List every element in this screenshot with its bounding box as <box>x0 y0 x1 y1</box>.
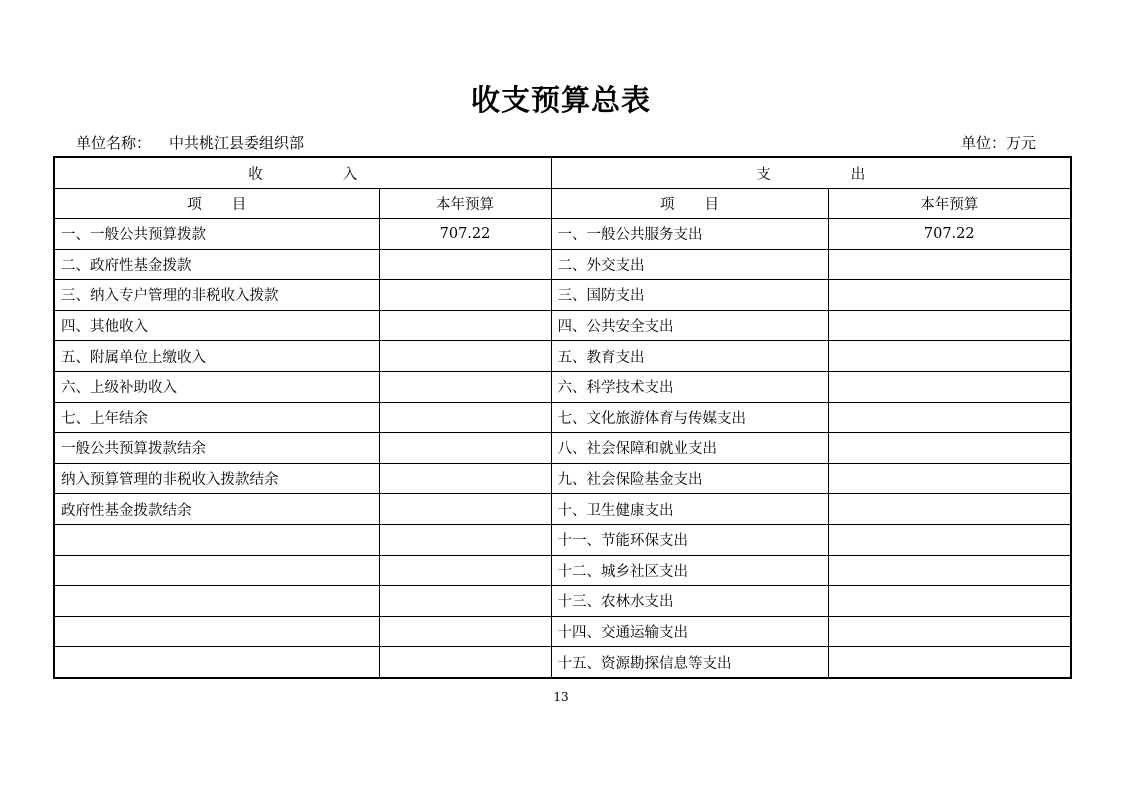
income-item-cell: 二、政府性基金拨款 <box>54 249 379 280</box>
page-number: 13 <box>553 690 569 704</box>
income-value-cell: 707.22 <box>379 219 551 250</box>
table-row <box>54 586 1071 617</box>
income-item-cell <box>54 586 379 617</box>
income-value-cell <box>379 341 551 372</box>
expense-item-cell: 十四、交通运输支出 <box>551 616 828 647</box>
table-row <box>54 647 1071 678</box>
income-item-header: 项 目 <box>54 189 379 219</box>
expense-value-cell <box>828 371 1071 402</box>
expense-item-cell: 十五、资源勘探信息等支出 <box>551 647 828 678</box>
expense-value-cell <box>828 341 1071 372</box>
income-value-cell <box>379 280 551 311</box>
income-item-cell <box>54 555 379 586</box>
table-row <box>54 371 1071 402</box>
income-item-cell: 纳入预算管理的非税收入拨款结余 <box>54 463 379 494</box>
expense-value-cell <box>828 433 1071 464</box>
budget-summary-table <box>53 156 1072 679</box>
income-value-cell <box>379 310 551 341</box>
income-item-cell: 政府性基金拨款结余 <box>54 494 379 525</box>
expense-section-header: 支 出 <box>551 157 1071 189</box>
table-row <box>54 280 1071 311</box>
income-item-cell <box>54 647 379 678</box>
expense-item-cell: 十三、农林水支出 <box>551 586 828 617</box>
expense-item-cell: 四、公共安全支出 <box>551 310 828 341</box>
expense-value-cell <box>828 586 1071 617</box>
income-item-cell: 七、上年结余 <box>54 402 379 433</box>
income-value-cell <box>379 249 551 280</box>
unit-name <box>76 132 304 153</box>
expense-item-cell: 九、社会保险基金支出 <box>551 463 828 494</box>
page-title: 收支预算总表 <box>470 83 651 117</box>
expense-value-cell <box>828 494 1071 525</box>
table-row <box>54 524 1071 555</box>
income-item-cell: 六、上级补助收入 <box>54 371 379 402</box>
expense-item-cell: 十一、节能环保支出 <box>551 524 828 555</box>
expense-item-cell: 五、教育支出 <box>551 341 828 372</box>
income-value-cell <box>379 647 551 678</box>
expense-value-cell <box>828 463 1071 494</box>
expense-item-cell: 一、一般公共服务支出 <box>551 219 828 250</box>
table-row <box>54 555 1071 586</box>
currency-unit: 单位：万元 <box>960 134 1036 152</box>
income-item-cell: 一般公共预算拨款结余 <box>54 433 379 464</box>
expense-value-cell <box>828 524 1071 555</box>
expense-item-cell: 七、文化旅游体育与传媒支出 <box>551 402 828 433</box>
header-row-columns <box>54 189 1071 219</box>
expense-item-cell: 六、科学技术支出 <box>551 371 828 402</box>
income-value-cell <box>379 586 551 617</box>
income-item-cell: 三、纳入专户管理的非税收入拨款 <box>54 280 379 311</box>
expense-budget-header: 本年预算 <box>828 189 1071 219</box>
income-value-cell <box>379 494 551 525</box>
expense-item-cell: 十、卫生健康支出 <box>551 494 828 525</box>
expense-item-cell: 八、社会保障和就业支出 <box>551 433 828 464</box>
unit-name-label: 单位名称： <box>76 134 152 152</box>
income-value-cell <box>379 463 551 494</box>
expense-item-cell: 二、外交支出 <box>551 249 828 280</box>
table-row <box>54 219 1071 250</box>
income-value-cell <box>379 555 551 586</box>
table-row <box>54 494 1071 525</box>
expense-item-header: 项 目 <box>551 189 828 219</box>
expense-item-cell: 十二、城乡社区支出 <box>551 555 828 586</box>
income-value-cell <box>379 433 551 464</box>
table-row <box>54 249 1071 280</box>
expense-value-cell <box>828 280 1071 311</box>
income-item-cell: 一、一般公共预算拨款 <box>54 219 379 250</box>
expense-value-cell <box>828 249 1071 280</box>
income-item-cell: 五、附属单位上缴收入 <box>54 341 379 372</box>
unit-name-value: 中共桃江县委组织部 <box>169 134 305 152</box>
income-value-cell <box>379 524 551 555</box>
income-item-cell <box>54 524 379 555</box>
table-row <box>54 616 1071 647</box>
table-row <box>54 402 1071 433</box>
expense-value-cell <box>828 647 1071 678</box>
income-value-cell <box>379 616 551 647</box>
income-value-cell <box>379 371 551 402</box>
income-item-cell <box>54 616 379 647</box>
expense-value-cell <box>828 402 1071 433</box>
expense-item-cell: 三、国防支出 <box>551 280 828 311</box>
table-row <box>54 310 1071 341</box>
income-budget-header: 本年预算 <box>379 189 551 219</box>
expense-value-cell <box>828 616 1071 647</box>
expense-value-cell: 707.22 <box>828 219 1071 250</box>
income-value-cell <box>379 402 551 433</box>
income-section-header: 收 入 <box>54 157 551 189</box>
table-row <box>54 433 1071 464</box>
header-row-sections <box>54 157 1071 189</box>
expense-value-cell <box>828 310 1071 341</box>
table-row <box>54 341 1071 372</box>
table-row <box>54 463 1071 494</box>
expense-value-cell <box>828 555 1071 586</box>
income-item-cell: 四、其他收入 <box>54 310 379 341</box>
